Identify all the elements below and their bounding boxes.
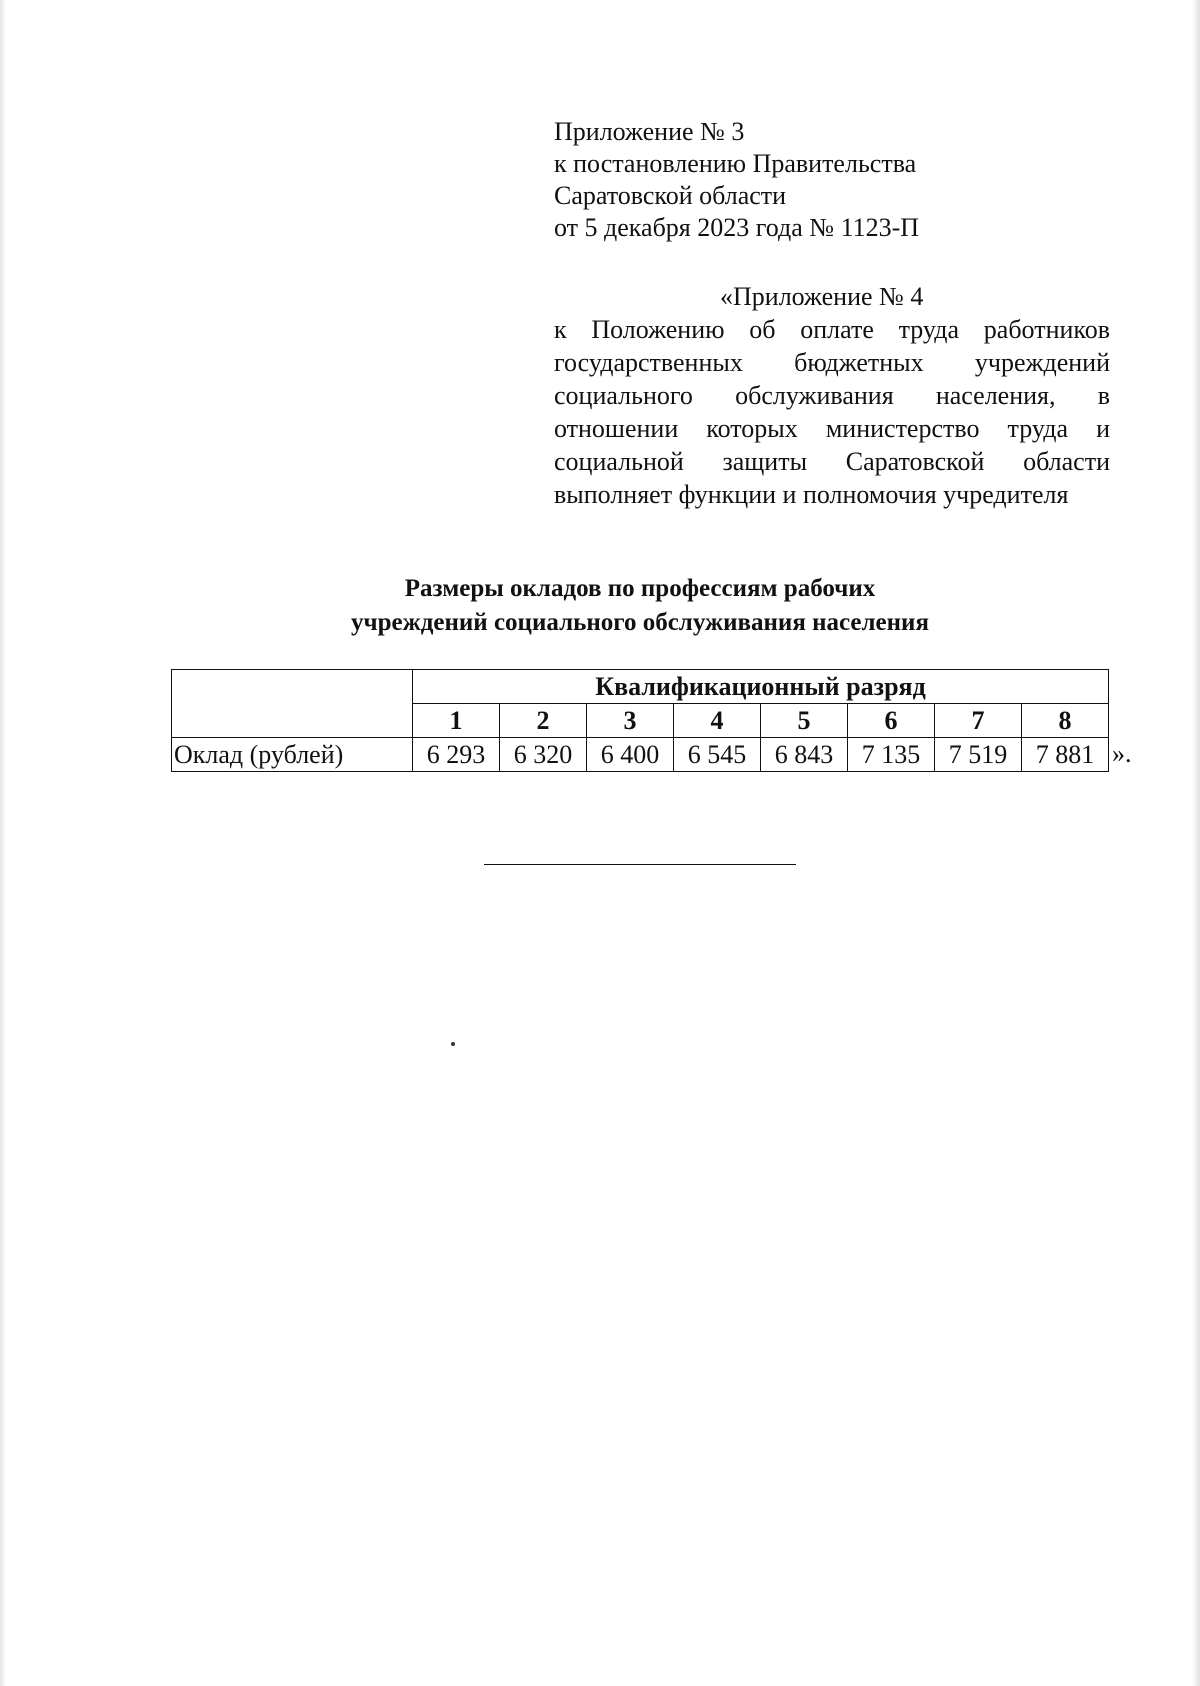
table-corner-cell <box>172 670 413 738</box>
grade-cell: 7 <box>935 704 1022 738</box>
appendix-line: Саратовской области <box>554 181 787 210</box>
scan-speck <box>451 1042 455 1046</box>
inner-appendix-text: к Положению об оплате труда работников государственных бюджетных учреждений социального обслуживания населения, в отношении которых министерство труда и социальной защиты Саратовской области выполняет функции и полномочия учредителя <box>554 315 1110 509</box>
grade-cell: 5 <box>761 704 848 738</box>
appendix-line: от 5 декабря 2023 года № 1123-П <box>554 213 920 242</box>
grade-cell: 1 <box>413 704 500 738</box>
salary-table <box>171 669 1109 772</box>
grade-cell: 2 <box>500 704 587 738</box>
heading-line-2: учреждений социального обслуживания населения <box>351 609 929 636</box>
closing-quote-mark: ». <box>1112 739 1132 768</box>
appendix-reference <box>554 116 1114 244</box>
appendix-line: к постановлению Правительства <box>554 149 917 178</box>
salary-cell: 7 135 <box>848 738 935 772</box>
salary-cell: 6 545 <box>674 738 761 772</box>
salary-cell: 6 400 <box>587 738 674 772</box>
salary-cell: 7 519 <box>935 738 1022 772</box>
appendix-line: Приложение № 3 <box>554 117 745 146</box>
salary-cell: 6 293 <box>413 738 500 772</box>
salary-cell: 7 881 <box>1022 738 1109 772</box>
inner-appendix-title: «Приложение № 4 <box>720 282 924 311</box>
grade-cell: 8 <box>1022 704 1109 738</box>
grade-cell: 4 <box>674 704 761 738</box>
page-edge-left <box>0 0 6 1686</box>
salary-cell: 6 843 <box>761 738 848 772</box>
separator-line <box>484 864 796 865</box>
salary-row <box>172 738 1109 772</box>
qualification-grade-header: Квалификационный разряд <box>413 670 1109 704</box>
inner-appendix-reference <box>554 280 1114 511</box>
heading-line-1: Размеры окладов по профессиям рабочих <box>404 575 876 602</box>
table-header-row <box>172 670 1109 704</box>
salary-cell: 6 320 <box>500 738 587 772</box>
salary-row-label: Оклад (рублей) <box>172 738 413 772</box>
grade-cell: 3 <box>587 704 674 738</box>
document-heading <box>0 572 1200 640</box>
page-edge-right <box>1192 0 1200 1686</box>
grade-cell: 6 <box>848 704 935 738</box>
